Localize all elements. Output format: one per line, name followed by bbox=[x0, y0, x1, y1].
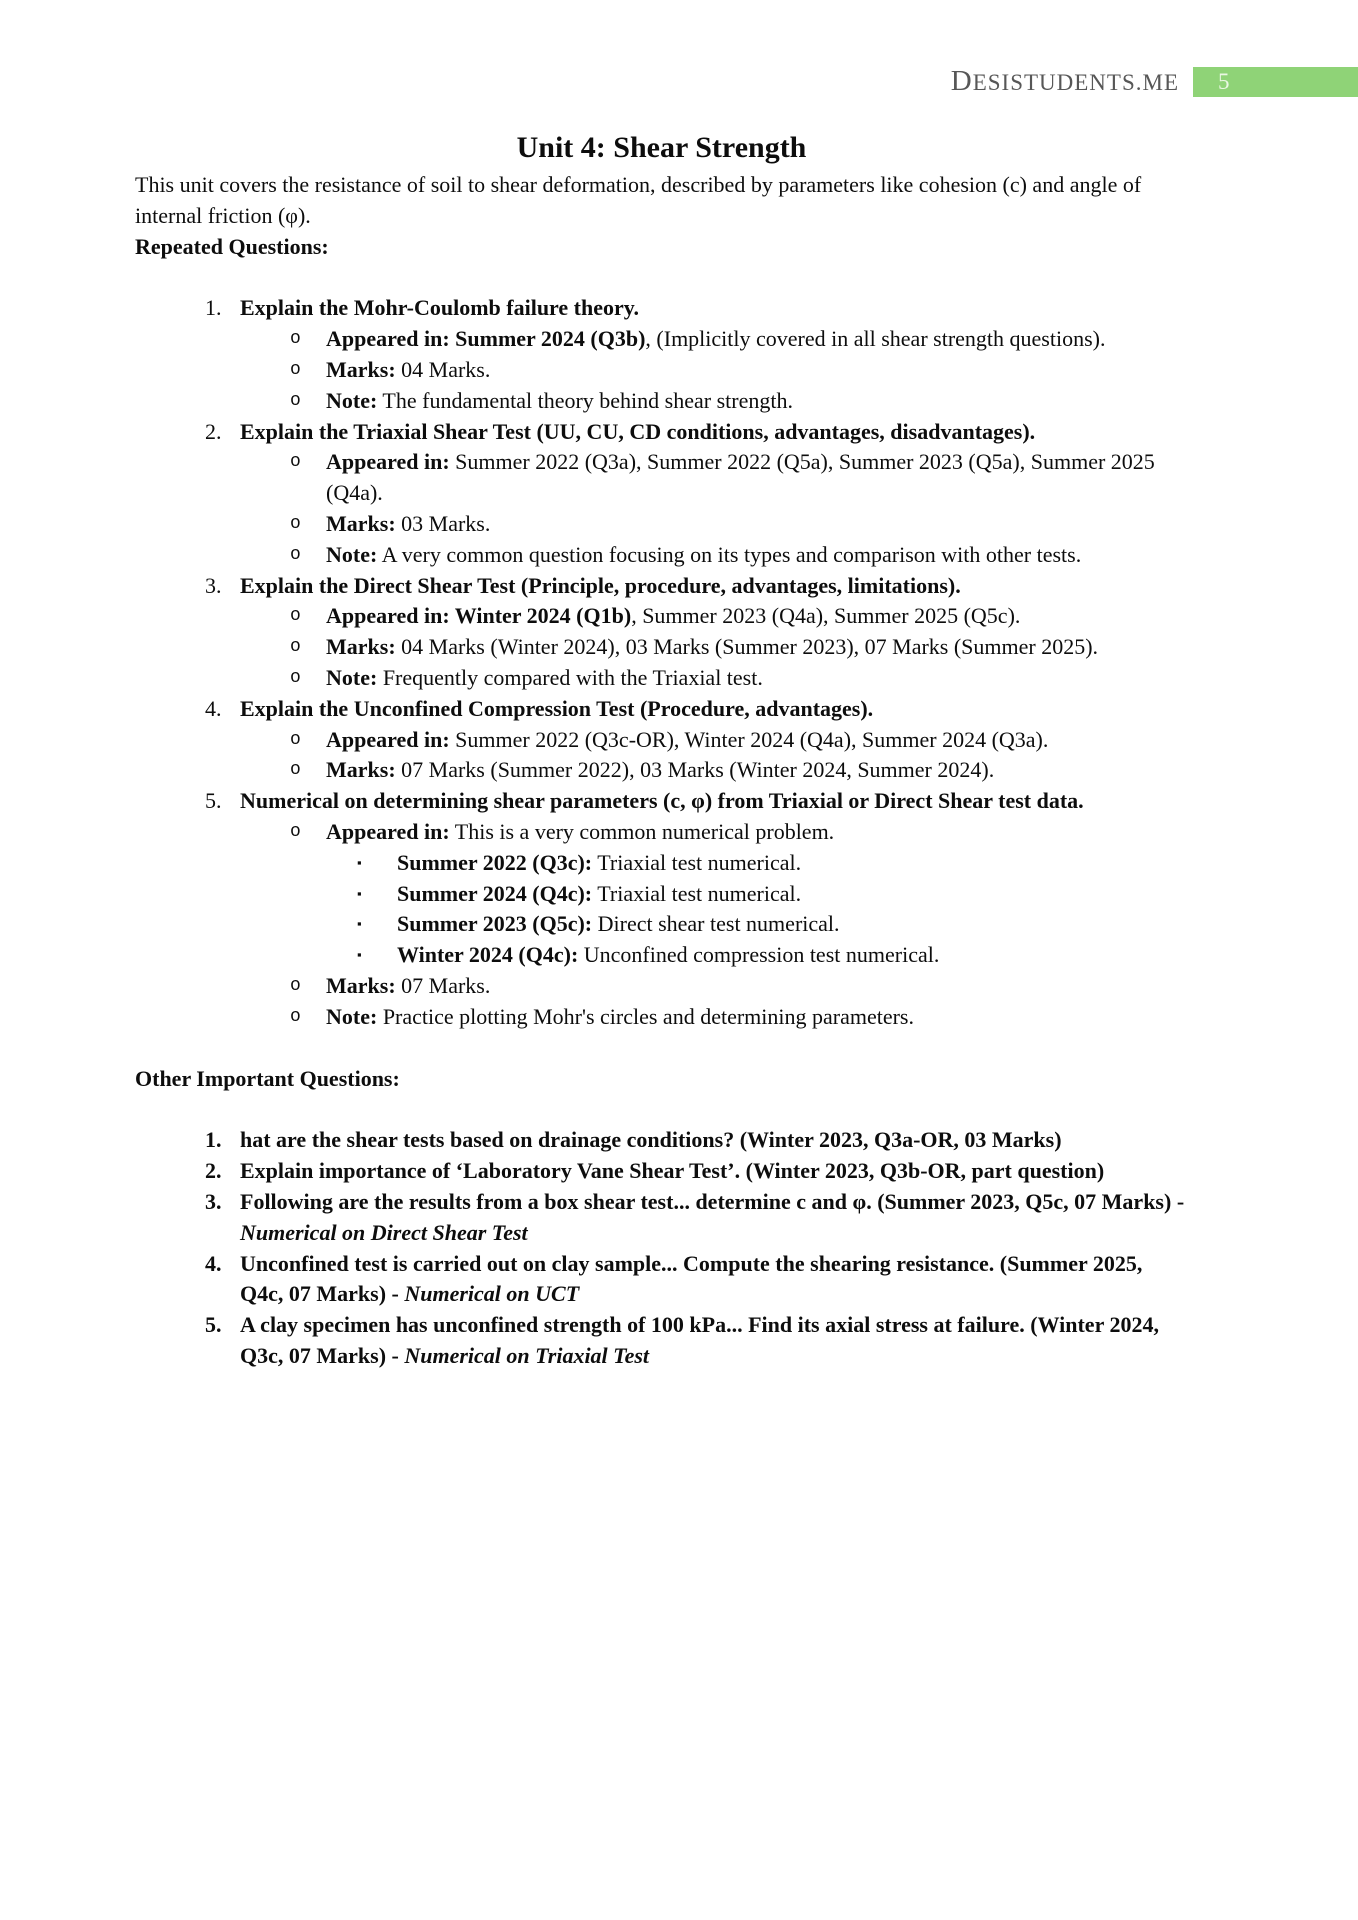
question-2-note bbox=[290, 540, 1188, 571]
circle-bullet-icon: o bbox=[290, 452, 301, 473]
question-text: Following are the results from a box shear test... determine c and φ. (Summer 2023, Q5c, 07 Marks) - bbox=[240, 1188, 1185, 1214]
circle-bullet-icon: o bbox=[290, 667, 301, 688]
sub-text: Triaxial test numerical. bbox=[592, 849, 802, 875]
site-name: DESISTUDENTS.ME bbox=[950, 65, 1179, 97]
sub-text: The fundamental theory behind shear strength. bbox=[377, 387, 793, 413]
sub-text: 07 Marks (Summer 2022), 03 Marks (Winter 2024, Summer 2024). bbox=[395, 757, 995, 783]
question-1-note bbox=[290, 386, 1188, 417]
question-item-1 bbox=[205, 293, 1188, 324]
sub-label: Appeared in: Summer 2024 (Q3b) bbox=[326, 326, 646, 352]
question-3-appeared bbox=[290, 601, 1188, 632]
question-item-3 bbox=[205, 571, 1188, 602]
question-tag: Numerical on UCT bbox=[404, 1281, 580, 1307]
question-3-marks bbox=[290, 632, 1188, 663]
other-item-4 bbox=[205, 1249, 1188, 1311]
sub-label: Summer 2022 (Q3c): bbox=[397, 849, 593, 875]
question-2-marks bbox=[290, 509, 1188, 540]
question-5-sub-2 bbox=[357, 879, 1188, 910]
question-text: A clay specimen has unconfined strength of 100 kPa... Find its axial stress at failure. (Winter 2024, Q3c, 07 Marks) - bbox=[240, 1312, 1159, 1368]
page-number: 5 bbox=[1218, 69, 1230, 94]
sub-text: 04 Marks (Winter 2024), 03 Marks (Summer 2023), 07 Marks (Summer 2025). bbox=[395, 634, 1099, 660]
sub-text: Practice plotting Mohr's circles and determining parameters. bbox=[377, 1003, 914, 1029]
question-tag: Numerical on Direct Shear Test bbox=[240, 1219, 528, 1245]
circle-bullet-icon: o bbox=[290, 359, 301, 380]
sub-label: Marks: bbox=[326, 510, 396, 536]
question-5-sub-4 bbox=[357, 940, 1188, 971]
sub-text: Direct shear test numerical. bbox=[592, 911, 840, 937]
question-text: Explain importance of ‘Laboratory Vane Shear Test’. (Winter 2023, Q3b-OR, part question) bbox=[240, 1158, 1105, 1184]
item-number: 3. bbox=[205, 572, 222, 598]
sub-text: Triaxial test numerical. bbox=[592, 880, 802, 906]
square-bullet-icon: ▪ bbox=[357, 947, 362, 963]
circle-bullet-icon: o bbox=[290, 729, 301, 750]
circle-bullet-icon: o bbox=[290, 329, 301, 350]
circle-bullet-icon: o bbox=[290, 637, 301, 658]
square-bullet-icon: ▪ bbox=[357, 854, 362, 870]
item-number: 5. bbox=[205, 1312, 222, 1338]
question-tag: Numerical on Triaxial Test bbox=[404, 1342, 650, 1368]
question-item-5 bbox=[205, 786, 1188, 817]
intro-paragraph: This unit covers the resistance of soil to shear deformation, described by parameters like cohesion (c) and angle of internal friction (φ). bbox=[135, 172, 1142, 228]
question-text: Explain the Triaxial Shear Test (UU, CU, CD conditions, advantages, disadvantages). bbox=[240, 418, 1036, 444]
sub-label: Appeared in: bbox=[326, 818, 450, 844]
sub-text: , Summer 2023 (Q4a), Summer 2025 (Q5c). bbox=[631, 603, 1021, 629]
item-number: 5. bbox=[205, 788, 222, 814]
item-number: 1. bbox=[205, 1127, 222, 1153]
circle-bullet-icon: o bbox=[290, 390, 301, 411]
sub-text: Summer 2022 (Q3c-OR), Winter 2024 (Q4a), Summer 2024 (Q3a). bbox=[449, 726, 1049, 752]
sub-text: This is a very common numerical problem. bbox=[449, 818, 835, 844]
sub-label: Appeared in: bbox=[326, 726, 450, 752]
item-number: 4. bbox=[205, 1250, 222, 1276]
item-number: 1. bbox=[205, 295, 222, 321]
sub-label: Appeared in: Winter 2024 (Q1b) bbox=[326, 603, 632, 629]
sub-label: Note: bbox=[326, 1003, 378, 1029]
sub-label: Marks: bbox=[326, 757, 396, 783]
sub-text: Frequently compared with the Triaxial test. bbox=[377, 664, 763, 690]
square-bullet-icon: ▪ bbox=[357, 916, 362, 932]
sub-text: , (Implicitly covered in all shear strength questions). bbox=[645, 326, 1106, 352]
sub-label: Marks: bbox=[326, 972, 396, 998]
circle-bullet-icon: o bbox=[290, 544, 301, 565]
sub-label: Marks: bbox=[326, 634, 396, 660]
question-5-note bbox=[290, 1002, 1188, 1033]
question-text: hat are the shear tests based on drainage conditions? (Winter 2023, Q3a-OR, 03 Marks) bbox=[240, 1127, 1062, 1153]
question-item-2 bbox=[205, 417, 1188, 448]
question-1-appeared bbox=[290, 324, 1188, 355]
question-5-appeared bbox=[290, 817, 1188, 848]
sub-label: Note: bbox=[326, 664, 378, 690]
circle-bullet-icon: o bbox=[290, 1006, 301, 1027]
sub-text: Summer 2022 (Q3a), Summer 2022 (Q5a), Summer 2023 (Q5a), Summer 2025 (Q4a). bbox=[326, 449, 1155, 506]
question-text: Explain the Unconfined Compression Test (Procedure, advantages). bbox=[240, 695, 874, 721]
question-3-note bbox=[290, 663, 1188, 694]
question-5-sub-1 bbox=[357, 848, 1188, 879]
question-text: Unconfined test is carried out on clay sample... Compute the shearing resistance. (Summer 2025, Q4c, 07 Marks) - bbox=[240, 1250, 1143, 1307]
page-title: Unit 4: Shear Strength bbox=[516, 131, 807, 164]
question-2-appeared bbox=[290, 447, 1188, 509]
circle-bullet-icon: o bbox=[290, 513, 301, 534]
sub-text: 04 Marks. bbox=[395, 356, 491, 382]
question-4-marks bbox=[290, 755, 1188, 786]
other-questions-heading: Other Important Questions: bbox=[135, 1065, 400, 1091]
page-number-badge bbox=[1193, 67, 1358, 97]
square-bullet-icon: ▪ bbox=[357, 885, 362, 901]
sub-label: Note: bbox=[326, 541, 378, 567]
sub-label: Summer 2024 (Q4c): bbox=[397, 880, 593, 906]
other-questions-list bbox=[135, 1125, 1188, 1371]
other-item-5 bbox=[205, 1310, 1188, 1372]
item-number: 2. bbox=[205, 418, 222, 444]
question-text: Numerical on determining shear parameters (c, φ) from Triaxial or Direct Shear test data. bbox=[240, 788, 1084, 814]
other-item-2 bbox=[205, 1156, 1188, 1187]
question-text: Explain the Direct Shear Test (Principle, procedure, advantages, limitations). bbox=[240, 572, 961, 598]
sub-text: 07 Marks. bbox=[395, 972, 491, 998]
item-number: 3. bbox=[205, 1188, 222, 1214]
other-item-3 bbox=[205, 1187, 1188, 1249]
question-4-appeared bbox=[290, 725, 1188, 756]
sub-text: A very common question focusing on its types and comparison with other tests. bbox=[377, 541, 1082, 567]
sub-label: Winter 2024 (Q4c): bbox=[397, 942, 579, 968]
question-text: Explain the Mohr-Coulomb failure theory. bbox=[240, 295, 640, 321]
circle-bullet-icon: o bbox=[290, 606, 301, 627]
sub-label: Note: bbox=[326, 387, 378, 413]
sub-text: Unconfined compression test numerical. bbox=[578, 942, 940, 968]
repeated-questions-heading: Repeated Questions: bbox=[135, 233, 329, 259]
sub-text: 03 Marks. bbox=[395, 510, 491, 536]
question-item-4 bbox=[205, 694, 1188, 725]
circle-bullet-icon: o bbox=[290, 975, 301, 996]
page-header bbox=[0, 66, 1358, 98]
item-number: 2. bbox=[205, 1158, 222, 1184]
sub-label: Appeared in: bbox=[326, 449, 450, 475]
sub-label: Summer 2023 (Q5c): bbox=[397, 911, 593, 937]
question-5-marks bbox=[290, 971, 1188, 1002]
sub-label: Marks: bbox=[326, 356, 396, 382]
question-5-sub-3 bbox=[357, 909, 1188, 940]
question-1-marks bbox=[290, 355, 1188, 386]
repeated-questions-list bbox=[135, 293, 1188, 1032]
other-item-1 bbox=[205, 1125, 1188, 1156]
circle-bullet-icon: o bbox=[290, 760, 301, 781]
item-number: 4. bbox=[205, 695, 222, 721]
circle-bullet-icon: o bbox=[290, 821, 301, 842]
